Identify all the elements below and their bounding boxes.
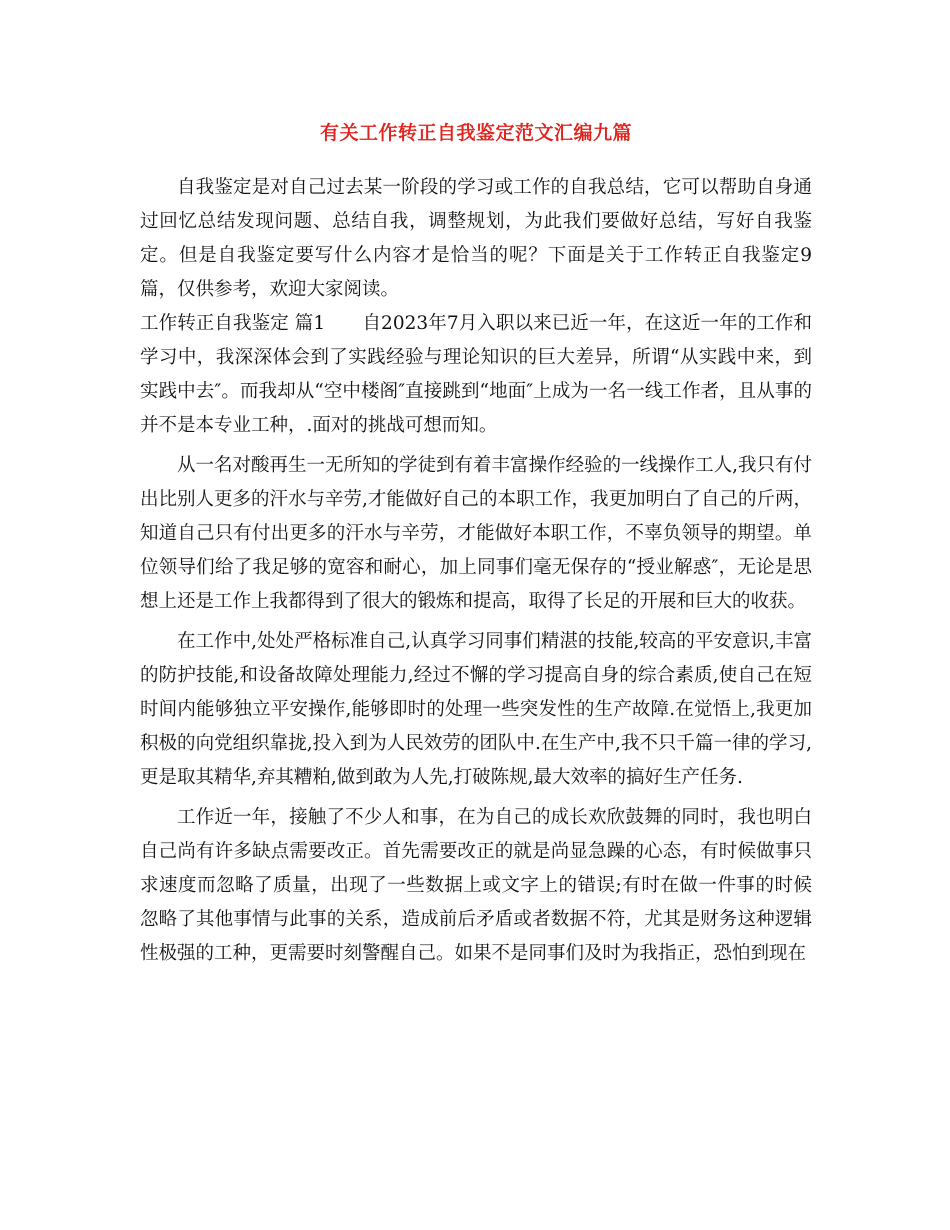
paragraph-body-2: 在工作中,处处严格标准自己,认真学习同事们精湛的技能,较高的平安意识,丰富的防护技能,和设备故障处理能力,经过不懈的学习提高自身的综合素质,使自己在短时间内能够独立平安操作,能够即时的处理一些突发性的生产故障.在觉悟上,我更加积极的向党组织靠拢,投入到为人民效劳的团队中.在生产中,我不只千篇一律的学习,更是取其精华,弃其糟粕,做到敢为人先,打破陈规,最大效率的搞好生产任务.: [140, 631, 812, 788]
paragraph-section-1: 工作转正自我鉴定 篇1 自2023年7月入职以来已近一年，在这近一年的工作和学习中，我深深体会到了实践经验与理论知识的巨大差异，所谓“从实践中来，到实践中去″。而我却从“空中楼阁″直接跳到“地面″上成为一名一线工作者，且从事的并不是本专业工种，.面对的挑战可想而知。: [140, 313, 812, 436]
document-page: [140, 118, 812, 971]
document-title: 有关工作转正自我鉴定范文汇编九篇: [319, 122, 632, 144]
paragraph-intro: 自我鉴定是对自己过去某一阶段的学习或工作的自我总结，它可以帮助自身通过回忆总结发现问题、总结自我，调整规划，为此我们要做好总结，写好自我鉴定。但是自我鉴定要写什么内容才是恰当的呢？下面是关于工作转正自我鉴定9篇，仅供参考，欢迎大家阅读。: [140, 177, 812, 300]
paragraph-body-1: 从一名对酸再生一无所知的学徒到有着丰富操作经验的一线操作工人,我只有付出比别人更多的汗水与辛劳,才能做好自己的本职工作，我更加明白了自己的斤两，知道自己只有付出更多的汗水与辛劳，才能做好本职工作，不辜负领导的期望。单位领导们给了我足够的宽容和耐心，加上同事们毫无保存的“授业解惑″，无论是思想上还是工作上我都得到了很大的锻炼和提高，取得了长足的开展和巨大的收获。: [140, 455, 812, 612]
paragraph-body-3: 工作近一年，接触了不少人和事，在为自己的成长欢欣鼓舞的同时，我也明白自己尚有许多缺点需要改正。首先需要改正的就是尚显急躁的心态，有时候做事只求速度而忽略了质量，出现了一些数据上或文字上的错误;有时在做一件事的时候忽略了其他事情与此事的关系，造成前后矛盾或者数据不符，尤其是财务这种逻辑性极强的工种，更需要时刻警醒自己。如果不是同事们及时为我指正，恐怕到现在: [140, 807, 812, 964]
